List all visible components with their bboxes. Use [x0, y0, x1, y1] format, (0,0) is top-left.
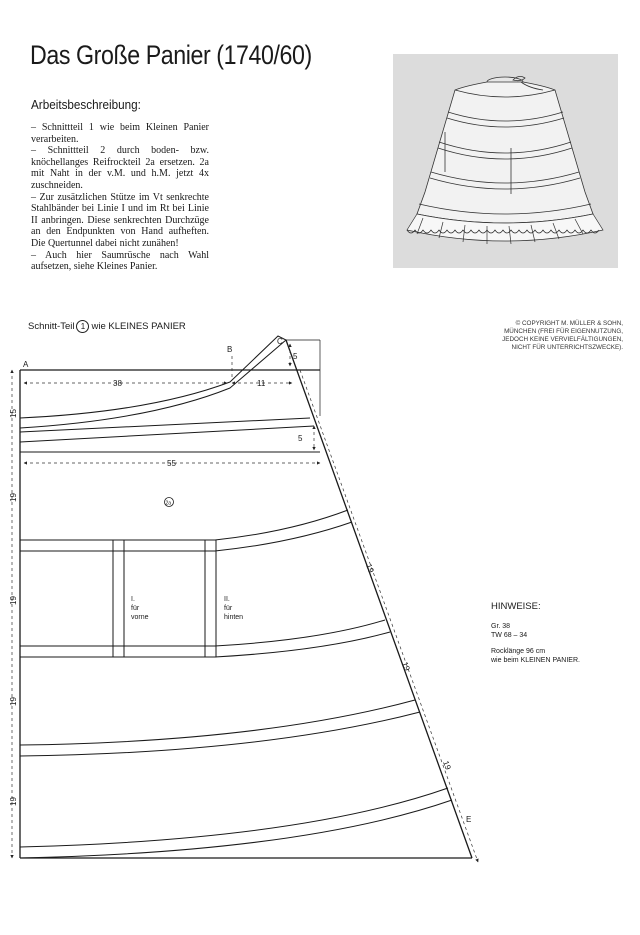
channel-5-bottom — [20, 800, 452, 858]
copyright-line-3: JEDOCH KEINE VERVIELFÄLTIGUNGEN, — [502, 336, 623, 343]
notes-waist: TW 68 – 34 — [491, 631, 528, 639]
notes-heading: HINWEISE: — [491, 601, 541, 612]
diagram-labels — [9, 337, 471, 824]
pattern-label-suffix: wie KLEINES PANIER — [91, 321, 186, 333]
dim-label-55: 55 — [167, 459, 176, 468]
copyright-line-2: MÜNCHEN (FREI FÜR EIGENNUTZUNG, — [504, 328, 623, 335]
line-2-numeral: II. — [224, 596, 230, 603]
dim-label-19-right-1: 19 — [364, 562, 376, 575]
dim-label-5-top: 5 — [293, 352, 298, 361]
notes-size: Gr. 38 — [491, 623, 511, 631]
copyright-line-1: © COPYRIGHT M. MÜLLER & SOHN, — [515, 320, 623, 327]
line-2-word-1: für — [224, 605, 233, 612]
notes-length: Rocklänge 96 cm — [491, 648, 546, 656]
copyright-line-4: NICHT FÜR UNTERRICHTSZWECKE). — [511, 344, 623, 351]
dim-label-11: 11 — [257, 379, 266, 388]
point-b-label: B — [227, 345, 233, 354]
channel-5-top — [20, 788, 448, 847]
dim-label-19-left-2: 19 — [9, 596, 18, 605]
channel-3-top — [20, 620, 385, 646]
side-dim-line — [300, 370, 478, 862]
page-title: Das Große Panier (1740/60) — [30, 40, 312, 70]
pattern-label-prefix: Schnitt-Teil — [28, 321, 75, 333]
point-c-label: C — [277, 337, 283, 346]
line-1-word-2: vorne — [131, 614, 149, 621]
notes-length-note: wie beim KLEINEN PANIER. — [491, 656, 580, 664]
dim-label-19-left-1: 19 — [9, 493, 18, 502]
piece-number-label: 2a — [165, 500, 172, 507]
dim-label-19-left-4: 19 — [9, 797, 18, 806]
channel-4-top — [20, 700, 415, 745]
line-2-word-2: hinten — [224, 614, 244, 621]
pattern-channels — [20, 336, 452, 858]
instruction-3: – Zur zusätzlichen Stütze im Vt senkrechte Stahlbänder bei Linie I und im Rt bei Linie II anbringen. Diese senkrechten Durchzüge an den Endpunkten von Hand aufheften. Die Quertunnel dabei nicht zunähen! — [31, 191, 209, 249]
dim-label-5-mid: 5 — [298, 434, 303, 443]
instruction-2: – Schnittteil 2 durch boden- bzw. knöchellanges Reifrockteil 2a ersetzen. 2a mit Naht in der v.M. und h.M. jetzt 4x zuschneiden. — [31, 145, 209, 191]
channel-1-bottom — [20, 426, 314, 442]
pattern-side-seam — [286, 340, 472, 858]
steel-channel-2 — [205, 540, 216, 657]
instruction-1: – Schnittteil 1 wie beim Kleinen Panier verarbeiten. — [31, 122, 209, 145]
point-e-label: E — [466, 815, 472, 824]
dim-label-19-right-2: 19 — [400, 660, 412, 673]
dim-label-19-right-3: 19 — [441, 759, 453, 772]
dim-label-15: 15 — [9, 409, 18, 418]
pattern-number-circle: 1 — [76, 320, 89, 333]
line-1-numeral: I. — [131, 596, 135, 603]
dim-label-19-left-3: 19 — [9, 697, 18, 706]
waist-yoke-piece — [20, 336, 286, 428]
pattern-outline — [20, 340, 472, 858]
channel-2-top — [20, 510, 348, 540]
dim-label-38: 38 — [113, 379, 122, 388]
steel-channel-1 — [113, 540, 124, 657]
instructions-heading: Arbeitsbeschreibung: — [31, 97, 141, 112]
line-1-word-1: für — [131, 605, 140, 612]
channel-2-bottom — [20, 522, 352, 551]
dimension-lines — [12, 344, 478, 862]
point-a-label: A — [23, 360, 29, 369]
instruction-4: – Auch hier Saumrüsche nach Wahl aufsetzen, siehe Kleines Panier. — [31, 249, 209, 273]
